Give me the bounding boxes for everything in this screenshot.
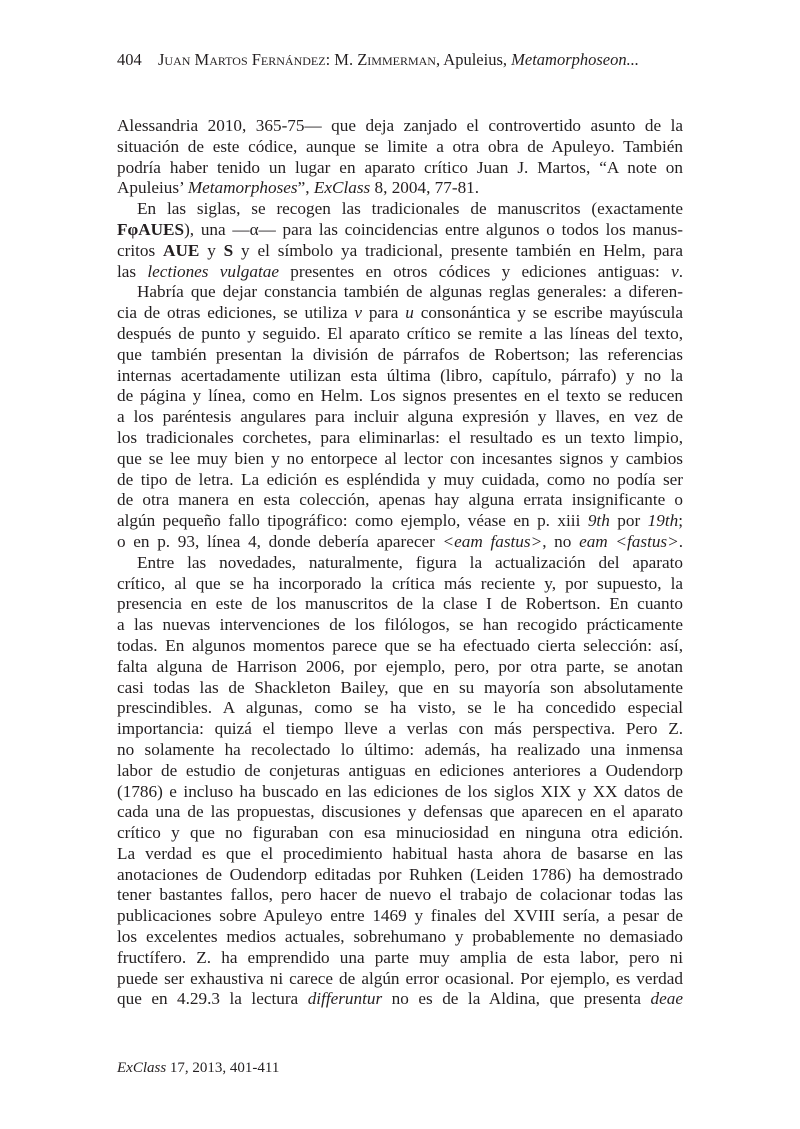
text-segment: (1786) e incluso ha buscado en las ediciones de los siglos XIX y XX datos de bbox=[117, 781, 683, 801]
text-segment: los excelentes medios actuales, sobrehumano y probablemente no demasiado bbox=[117, 927, 683, 947]
text-segment: internas acertadamente utilizan esta última (libro, capítulo, párrafo) y no la bbox=[117, 365, 683, 385]
bold-siglum: S bbox=[223, 240, 234, 260]
text-line bbox=[117, 574, 683, 595]
italic-text: Metamorphoses bbox=[187, 178, 298, 198]
text-line bbox=[117, 178, 683, 199]
header-separator: : bbox=[325, 50, 335, 69]
text-segment: consonántica y se escribe mayúscula bbox=[413, 303, 683, 323]
text-line bbox=[117, 989, 683, 1010]
text-segment: podría haber tenido un lugar en aparato crítico Juan J. Martos, “A note on bbox=[117, 157, 683, 177]
text-line bbox=[117, 282, 683, 303]
text-segment: ”, bbox=[297, 178, 314, 198]
text-segment: puede ser exhaustiva ni carece de algún error ocasional. Por ejemplo, es verdad bbox=[117, 968, 683, 988]
text-segment: La verdad es que el procedimiento habitual hasta ahora de basarse en las bbox=[117, 843, 683, 863]
running-header bbox=[117, 50, 687, 70]
italic-text: <eam fastus> bbox=[442, 531, 543, 551]
text-line bbox=[117, 241, 683, 262]
text-line bbox=[117, 594, 683, 615]
text-segment: Alessandria 2010, 365-75— que deja zanjado el controvertido asunto de la bbox=[117, 116, 683, 135]
italic-text: deae bbox=[650, 989, 683, 1009]
text-line bbox=[117, 885, 683, 906]
bold-siglum: AUE bbox=[163, 240, 200, 260]
footer-journal: ExClass bbox=[117, 1060, 167, 1076]
text-line bbox=[117, 303, 683, 324]
text-line bbox=[117, 823, 683, 844]
text-segment: 8, 2004, 77-81. bbox=[370, 178, 480, 198]
text-line bbox=[117, 345, 683, 366]
header-reviewed-rest: , Apuleius, bbox=[435, 50, 512, 69]
text-line bbox=[117, 386, 683, 407]
text-segment: tener bastantes fallos, pero hacer de nuevo el trabajo de colacionar todas las bbox=[117, 885, 683, 905]
text-segment: labor de estudio de conjeturas antiguas en ediciones anteriores a Oudendorp bbox=[117, 760, 683, 780]
header-author: Juan Martos Fernández bbox=[158, 50, 326, 69]
text-line bbox=[117, 761, 683, 782]
header-reviewed-title: Metamorphoseon... bbox=[511, 50, 639, 69]
text-segment: algún pequeño fallo tipográfico: como ejemplo, véase en p. xiii bbox=[117, 511, 588, 531]
text-segment: de página y línea, como en Helm. Los signos presentes en el texto se reducen bbox=[117, 386, 683, 406]
text-segment: todas. En algunos momentos parece que se ha efectuado cierta selección: así, bbox=[117, 635, 683, 655]
text-line bbox=[117, 782, 683, 803]
bold-siglum: FφAUES bbox=[117, 219, 185, 239]
text-line bbox=[117, 740, 683, 761]
text-segment: de otra manera en esta colección, apenas hay alguna errata insignificante o bbox=[117, 490, 683, 510]
text-segment: cia de otras ediciones, se utiliza bbox=[117, 303, 355, 323]
text-segment: los tradicionales corchetes, para eliminarlas: el resultado es un texto limpio, bbox=[117, 427, 683, 447]
text-line bbox=[117, 615, 683, 636]
text-line bbox=[117, 719, 683, 740]
header-reviewed-author: M. Zimmerman bbox=[334, 50, 436, 69]
text-segment: que también presentan la división de párrafos de Robertson; las referencias bbox=[117, 344, 683, 364]
text-line bbox=[117, 470, 683, 491]
text-segment: que en 4.29.3 la lectura bbox=[117, 989, 308, 1009]
text-line bbox=[117, 657, 683, 678]
text-segment: Entre las novedades, naturalmente, figura la actualización del aparato bbox=[137, 552, 683, 572]
text-line bbox=[117, 137, 683, 158]
text-line bbox=[117, 262, 683, 283]
italic-text: eam <fastus> bbox=[579, 531, 679, 551]
text-segment: , no bbox=[542, 531, 580, 551]
text-segment: situación de este códice, aunque se limite a otra obra de Apuleyo. También bbox=[117, 136, 683, 156]
text-segment: no solamente ha recolectado lo último: además, ha realizado una inmensa bbox=[117, 739, 683, 759]
text-segment: ), una —α— para las coincidencias entre algunos o todos los manus- bbox=[184, 219, 683, 239]
text-segment: cada una de las propuestas, discusiones y defensas que aparecen en el aparato bbox=[117, 802, 683, 822]
text-line bbox=[117, 698, 683, 719]
running-footer bbox=[117, 1060, 279, 1077]
text-line bbox=[117, 490, 683, 511]
text-segment: presencia en este de los manuscritos de la clase I de Robertson. En cuanto bbox=[117, 594, 683, 614]
text-line bbox=[117, 636, 683, 657]
text-line bbox=[117, 116, 683, 137]
text-segment: crítico, al que se ha incorporado la crítica más reciente y, por supuesto, la bbox=[117, 573, 683, 593]
text-line bbox=[117, 906, 683, 927]
text-line bbox=[117, 927, 683, 948]
text-segment: después de punto y seguido. El aparato crítico se remite a las líneas del texto, bbox=[117, 323, 683, 343]
italic-text: 9th bbox=[587, 511, 610, 531]
italic-text: differuntur bbox=[307, 989, 383, 1009]
page-number: 404 bbox=[117, 50, 142, 69]
text-line bbox=[117, 428, 683, 449]
text-segment: . bbox=[678, 261, 683, 281]
italic-text: ExClass bbox=[313, 178, 371, 198]
italic-text: u bbox=[405, 303, 414, 323]
text-line bbox=[117, 969, 683, 990]
text-segment: En las siglas, se recogen las tradicionales de manuscritos (exactamente bbox=[137, 199, 683, 219]
text-line bbox=[117, 220, 683, 241]
text-line bbox=[117, 324, 683, 345]
text-segment: que se lee muy bien y no entorpece al lector con incesantes signos y cambios bbox=[117, 448, 683, 468]
text-segment: prescindibles. A algunas, como se ha visto, se le ha concedido especial bbox=[117, 698, 683, 718]
text-segment: las bbox=[117, 261, 148, 281]
text-segment: casi todas las de Shackleton Bailey, que en su mayoría son absolutamente bbox=[117, 677, 683, 697]
text-line bbox=[117, 948, 683, 969]
body-text bbox=[117, 116, 683, 1010]
text-segment: critos bbox=[117, 240, 164, 260]
text-line bbox=[117, 844, 683, 865]
text-line bbox=[117, 511, 683, 532]
text-segment: presentes en otros códices y ediciones antiguas: bbox=[278, 261, 672, 281]
italic-text: v bbox=[354, 303, 362, 323]
text-line bbox=[117, 865, 683, 886]
italic-text: lectiones vulgatae bbox=[147, 261, 279, 281]
italic-text: 19th bbox=[647, 511, 679, 531]
text-line bbox=[117, 407, 683, 428]
text-line bbox=[117, 802, 683, 823]
text-segment: para bbox=[361, 303, 406, 323]
text-segment: a los paréntesis angulares para incluir alguna expresión y llaves, en vez de bbox=[117, 407, 683, 427]
text-line bbox=[117, 532, 683, 553]
text-segment: crítico y que no figuraban con esa minuciosidad en ninguna otra edición. bbox=[117, 823, 683, 843]
text-segment: no es de la Aldina, que presenta bbox=[382, 989, 651, 1009]
text-line bbox=[117, 199, 683, 220]
text-line bbox=[117, 158, 683, 179]
text-segment: Habría que dejar constancia también de algunas reglas generales: a diferen- bbox=[137, 282, 683, 302]
text-segment: Apuleius’ bbox=[117, 178, 188, 198]
text-line bbox=[117, 678, 683, 699]
text-segment: por bbox=[609, 511, 648, 531]
text-segment: y el símbolo ya tradicional, presente también en Helm, para bbox=[233, 240, 684, 260]
text-segment: de tipo de letra. La edición es espléndida y muy cuidada, como no podía ser bbox=[117, 469, 683, 489]
text-segment: o en p. 93, línea 4, donde debería aparecer bbox=[117, 531, 443, 551]
text-segment: anotaciones de Oudendorp editadas por Ruhken (Leiden 1786) ha demostrado bbox=[117, 864, 683, 884]
text-line bbox=[117, 553, 683, 574]
italic-text: v bbox=[671, 261, 679, 281]
text-line bbox=[117, 366, 683, 387]
text-line bbox=[117, 449, 683, 470]
text-segment: ; bbox=[678, 511, 683, 531]
footer-citation: 17, 2013, 401-411 bbox=[166, 1060, 280, 1076]
text-segment: importancia: quizá el tiempo lleve a verlas con más perspectiva. Pero Z. bbox=[117, 719, 683, 739]
text-segment: . bbox=[678, 531, 684, 551]
text-segment: publicaciones sobre Apuleyo entre 1469 y finales del XVIII sería, a pesar de bbox=[117, 906, 683, 926]
text-segment: falta alguna de Harrison 2006, por ejemplo, pero, por otra parte, se anotan bbox=[117, 656, 683, 676]
text-segment: fructífero. Z. ha emprendido una parte muy amplia de esta labor, pero ni bbox=[117, 947, 683, 967]
text-segment: a las nuevas intervenciones de los filólogos, se han recogido prácticamente bbox=[117, 615, 683, 635]
text-segment: y bbox=[199, 240, 224, 260]
